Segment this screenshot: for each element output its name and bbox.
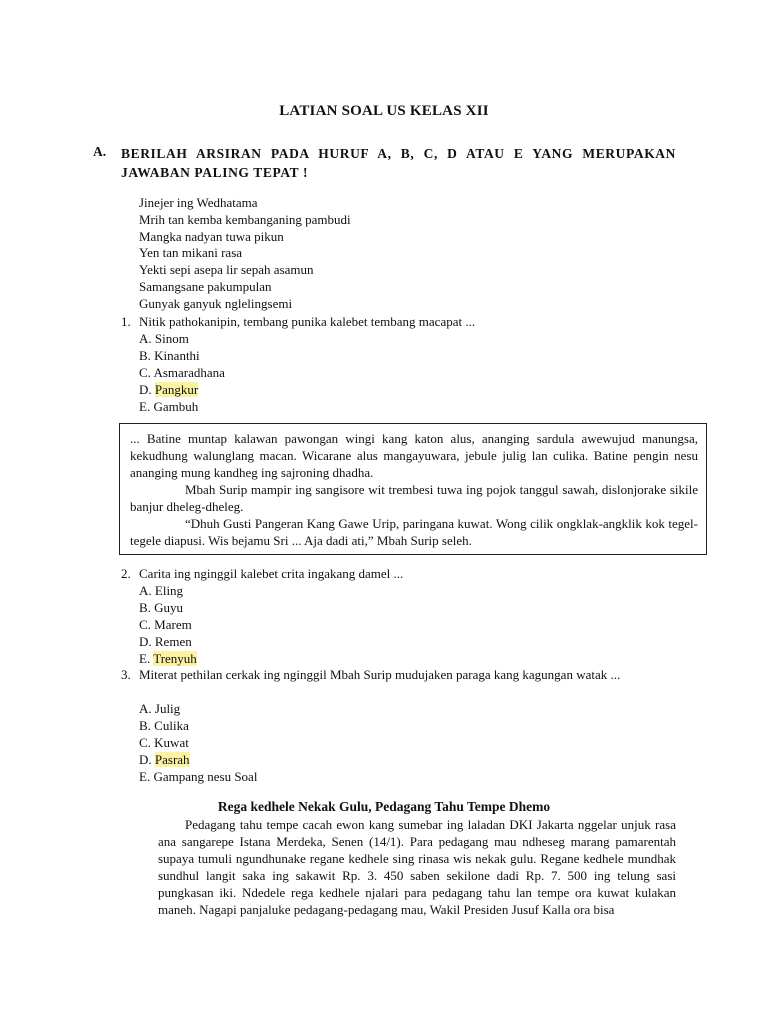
poem-block <box>139 195 351 313</box>
option-e[interactable]: E. Gambuh <box>139 398 199 414</box>
section-heading: BERILAH ARSIRAN PADA HURUF A, B, C, D ATAU E YANG MERUPAKAN JAWABAN PALING TEPAT ! <box>121 146 676 180</box>
option-a[interactable]: A. Julig <box>139 701 181 716</box>
highlighted-answer: Pasrah <box>154 751 190 767</box>
highlighted-answer: Pangkur <box>154 381 199 397</box>
poem-line: Jinejer ing Wedhatama <box>139 195 258 210</box>
option-c[interactable]: C. Asmaradhana <box>139 364 225 380</box>
passage-paragraph-2: Mbah Surip mampir ing sangisore wit trembesi tuwa ing pojok tanggul sawah, dislonjorake sikile banjur dheleg-dheleg. <box>130 482 698 514</box>
question-number: 2. <box>121 566 131 581</box>
option-a[interactable]: A. Eling <box>139 583 184 598</box>
poem-line: Gunyak ganyuk nglelingsemi <box>139 295 293 311</box>
poem-line: Samangsane pakumpulan <box>139 278 272 294</box>
article-body <box>158 816 676 918</box>
question-text: Carita ing nginggil kalebet crita ingakang damel ... <box>139 566 404 581</box>
option-c[interactable]: C. Marem <box>139 616 192 632</box>
option-e[interactable]: E. Trenyuh <box>139 650 197 666</box>
question-1-options <box>139 331 225 415</box>
option-b[interactable]: B. Kinanthi <box>139 347 200 363</box>
passage-paragraph-1: ... Batine muntap kalawan pawongan wingi kang katon alus, ananging sardula awewujud manungsa, kekudhung walunglang macan. Wicarane alus mangayuwara, jebule julig lan culika. Batine pengin nesu ananging mung kandheg ing sajroning dhadha. <box>130 431 698 480</box>
question-2-options <box>139 583 197 667</box>
question-3-options <box>139 701 257 785</box>
question-3 <box>121 667 676 684</box>
article-title: Rega kedhele Nekak Gulu, Pedagang Tahu Tempe Dhemo <box>217 799 551 814</box>
option-d[interactable]: D. Remen <box>139 633 192 649</box>
question-text: Miterat pethilan cerkak ing nginggil Mbah Surip mudujaken paraga kang kagungan watak ... <box>139 667 621 682</box>
article-paragraph: Pedagang tahu tempe cacah ewon kang sumebar ing laladan DKI Jakarta nggelar unjuk rasa ana sangarepe Istana Merdeka, Senen (14/1). Para pedagang mau ndheseg marang pamarentah supaya tumuli ngundhunake regane kedhele sing rinasa wis nekak gulu. Regane kedhele mundhak sundhul langit saka ing sakawit Rp. 3. 450 saben sekilone dadi Rp. 7. 500 ing telung sasi pungkasan iki. Ndedele rega kedhele njalari para pedagang tahu lan tempe ora kuwat kulakan maneh. Nagapi panjaluke pedagang-pedagang mau, Wakil Presiden Jusuf Kalla ora bisa <box>158 817 676 917</box>
option-d[interactable]: D. Pangkur <box>139 381 199 397</box>
question-2 <box>121 566 403 583</box>
question-1 <box>121 314 475 331</box>
option-b[interactable]: B. Culika <box>139 717 189 733</box>
page-title: LATIAN SOAL US KELAS XII <box>279 103 489 119</box>
option-e[interactable]: E. Gampang nesu Soal <box>139 768 258 784</box>
option-b[interactable]: B. Guyu <box>139 599 184 615</box>
section-number: A. <box>93 144 107 159</box>
option-d[interactable]: D. Pasrah <box>139 751 190 767</box>
poem-line: Mangka nadyan tuwa pikun <box>139 228 284 244</box>
question-text: Nitik pathokanipin, tembang punika kalebet tembang macapat ... <box>139 314 476 329</box>
passage-paragraph-3: “Dhuh Gusti Pangeran Kang Gawe Urip, paringana kuwat. Wong cilik ongklak-angklik kok tegel-tegele diapusi. Wis bejamu Sri ... Aja dadi ati,” Mbah Surip seleh. <box>130 516 698 548</box>
passage-box <box>119 423 707 555</box>
option-a[interactable]: A. Sinom <box>139 331 189 346</box>
poem-line: Yen tan mikani rasa <box>139 245 243 261</box>
question-number: 3. <box>121 667 131 682</box>
question-number: 1. <box>121 314 131 329</box>
option-c[interactable]: C. Kuwat <box>139 734 189 750</box>
poem-line: Mrih tan kemba kembanganing pambudi <box>139 211 351 227</box>
poem-line: Yekti sepi asepa lir sepah asamun <box>139 262 314 278</box>
highlighted-answer: Trenyuh <box>153 650 197 666</box>
